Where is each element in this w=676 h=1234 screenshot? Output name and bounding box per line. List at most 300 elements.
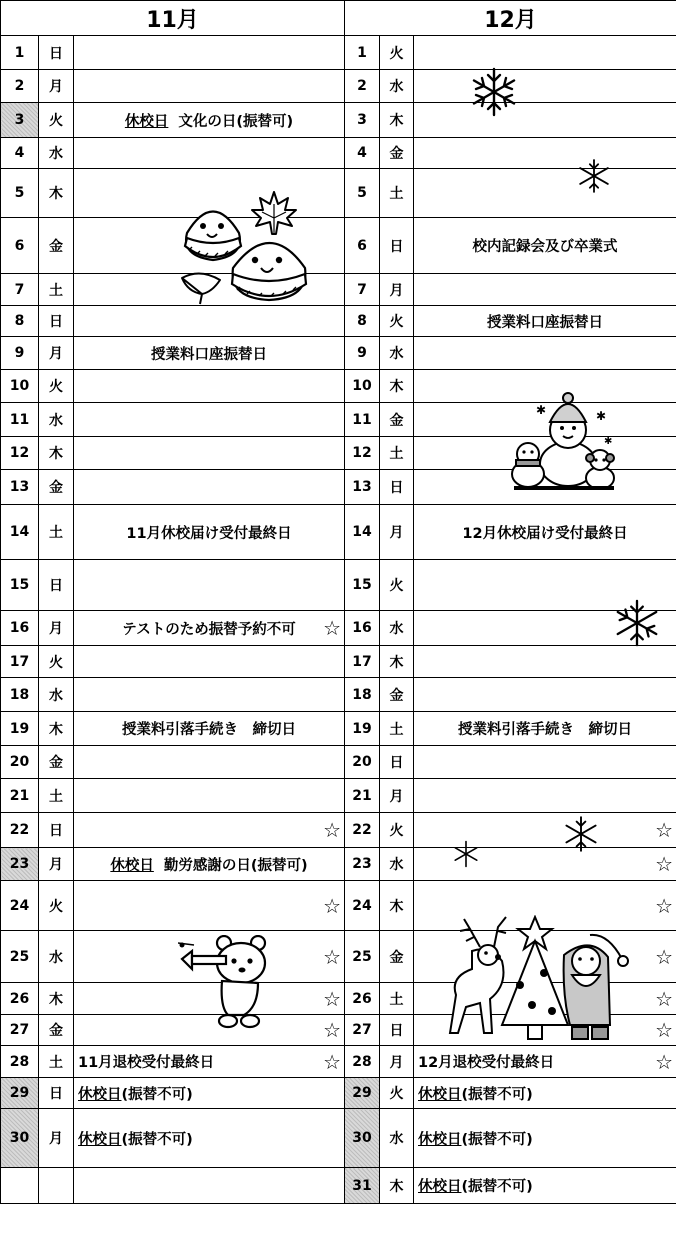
weekday-label: 水 [389,1131,404,1147]
calendar-row [1,1109,676,1168]
weekday-cell [380,813,414,848]
weekday-cell [39,403,74,437]
calendar-row [1,678,676,712]
weekday-label: 日 [389,480,404,496]
date-number: 28 [9,1053,30,1070]
weekday-cell [39,1078,74,1109]
event-text: 校内記録会及び卒業式 [472,239,618,255]
weekday-label: 月 [389,788,404,805]
weekday-cell [39,437,74,470]
weekday-cell [380,138,414,169]
weekday-label: 火 [389,578,404,594]
date-cell [345,779,380,813]
weekday-label: 水 [389,857,404,873]
weekday-label: 木 [389,1178,404,1195]
event-cell [414,370,676,403]
date-cell [1,983,39,1015]
date-number: 2 [14,78,25,94]
star-icon: ☆ [655,852,673,876]
date-number: 13 [9,479,30,495]
calendar-row [1,611,676,646]
weekday-label: 水 [389,621,404,637]
event-cell [74,437,345,470]
weekday-cell [39,169,74,218]
date-cell [1,403,39,437]
event-cell [74,746,345,779]
date-cell [345,1109,380,1168]
event-text: (振替不可) [121,1131,193,1148]
weekday-cell [39,138,74,169]
calendar-row [1,848,676,881]
event-cell [414,813,676,848]
event-cell [74,931,345,983]
weekday-cell [380,1078,414,1109]
event-cell [414,881,676,931]
event-text: 授業料引落手続き 締切日 [122,722,296,738]
star-icon: ☆ [323,1018,341,1042]
date-number: 5 [14,185,25,201]
event-cell [414,646,676,678]
weekday-label: 日 [49,45,63,62]
date-number: 20 [352,754,372,770]
date-number: 10 [9,378,30,394]
date-number: 22 [352,822,372,838]
svg-text:✱: ✱ [536,403,547,417]
event-cell [414,611,676,646]
weekday-cell [39,274,74,306]
weekday-label: 日 [49,578,63,594]
event-cell [414,678,676,712]
weekday-cell [39,36,74,70]
weekday-cell [39,646,74,678]
weekday-label: 日 [389,1023,404,1039]
date-cell [345,70,380,103]
star-icon: ☆ [655,893,673,918]
date-number: 30 [9,1130,30,1146]
weekday-label: 日 [389,755,404,771]
date-cell [345,1046,380,1078]
month-title-november: 11月 [1,1,345,36]
calendar-row [1,274,676,306]
date-cell [1,1109,39,1168]
event-cell [414,505,676,560]
weekday-cell [380,218,414,274]
weekday-cell [380,678,414,712]
date-number: 16 [352,620,372,636]
date-cell [345,881,380,931]
weekday-cell [380,1046,414,1078]
weekday-cell [39,1015,74,1046]
event-cell [414,218,676,274]
date-number: 30 [352,1130,372,1146]
weekday-label: 月 [49,857,63,873]
date-number: 24 [9,897,30,914]
date-cell [345,169,380,218]
event-text: (振替不可) [461,1131,533,1148]
month-header-row [1,1,676,36]
date-cell [1,70,39,103]
date-number: 15 [9,577,30,593]
date-number: 19 [352,720,372,737]
date-number: 3 [357,112,367,128]
star-icon: ☆ [323,893,341,918]
event-cell [414,1109,676,1168]
event-cell [74,169,345,218]
weekday-label: 水 [389,79,404,95]
calendar-row [1,646,676,678]
date-cell [1,103,39,138]
weekday-label: 火 [49,379,63,395]
weekday-label: 木 [389,898,404,915]
weekday-label: 木 [49,446,63,462]
star-icon: ☆ [655,1049,673,1074]
date-number: 28 [352,1053,372,1070]
date-number: 6 [14,237,25,254]
event-text: 授業料口座振替日 [151,346,267,363]
date-cell [1,36,39,70]
calendar-row [1,746,676,779]
weekday-label: 水 [49,146,63,162]
event-cell [414,437,676,470]
date-number: 12 [9,445,30,461]
weekday-cell [380,437,414,470]
event-text: (振替不可) [121,1086,193,1103]
event-cell [74,337,345,370]
weekday-cell [39,70,74,103]
date-cell [345,678,380,712]
event-cell [74,1078,345,1109]
event-cell [414,169,676,218]
calendar-row [1,218,676,274]
date-cell [1,437,39,470]
date-number: 15 [352,577,372,593]
event-cell [74,274,345,306]
weekday-label: 月 [49,1131,63,1147]
weekday-label: 土 [49,1054,63,1071]
date-cell [345,712,380,746]
date-number: 12 [352,445,372,461]
date-number: 23 [9,856,30,872]
event-cell [74,611,345,646]
weekday-label: 金 [389,687,404,704]
weekday-cell [380,779,414,813]
date-number: 9 [14,345,25,361]
calendar-row [1,103,676,138]
date-number: 8 [357,313,367,329]
calendar-row [1,560,676,611]
date-cell [1,370,39,403]
date-cell [1,1046,39,1078]
event-cell [414,470,676,505]
weekday-cell [39,370,74,403]
weekday-cell [380,103,414,138]
svg-text:✱: ✱ [604,436,613,447]
event-cell [74,70,345,103]
weekday-label: 金 [389,412,404,429]
holiday-label: 休校日 [78,1131,122,1148]
date-cell [345,103,380,138]
calendar-row [1,470,676,505]
date-cell [345,403,380,437]
date-cell [345,931,380,983]
event-cell [74,103,345,138]
date-cell [1,306,39,337]
weekday-label: 月 [49,346,63,362]
event-cell [74,848,345,881]
date-cell [345,218,380,274]
date-cell [1,646,39,678]
event-cell [414,138,676,169]
event-text: 12月休校届け受付最終日 [462,525,628,542]
calendar-row [1,437,676,470]
date-cell [1,881,39,931]
weekday-label: 金 [389,146,404,162]
event-cell [74,560,345,611]
star-icon: ☆ [655,1018,673,1042]
weekday-cell [39,1046,74,1078]
date-number: 14 [352,524,372,540]
date-number: 18 [352,686,372,703]
event-cell [74,218,345,274]
weekday-label: 日 [49,823,63,839]
weekday-label: 木 [389,379,404,395]
calendar-row [1,813,676,848]
event-text: 文化の日(振替可) [178,113,294,130]
event-cell [414,779,676,813]
star-icon: ☆ [655,818,673,842]
date-cell [345,274,380,306]
event-cell [414,746,676,779]
event-text: 授業料引落手続き 締切日 [458,722,632,738]
date-cell [345,138,380,169]
calendar-row [1,712,676,746]
weekday-cell [39,470,74,505]
event-cell [74,36,345,70]
date-number: 2 [357,78,367,94]
star-icon: ☆ [655,944,673,969]
date-number: 29 [9,1085,30,1101]
weekday-label: 日 [49,1086,63,1102]
weekday-label: 月 [389,525,404,541]
weekday-label: 木 [49,991,63,1008]
date-number: 29 [352,1085,372,1101]
date-cell [1,505,39,560]
event-cell [414,403,676,437]
calendar-row [1,138,676,169]
date-cell [345,813,380,848]
calendar-row [1,881,676,931]
star-icon: ☆ [655,986,673,1011]
event-cell [74,983,345,1015]
weekday-cell [380,274,414,306]
weekday-label: 土 [49,525,63,541]
date-number: 1 [357,44,367,61]
calendar-row [1,403,676,437]
calendar-row [1,1015,676,1046]
date-cell [1,678,39,712]
event-cell [414,1015,676,1046]
weekday-label: 土 [389,991,404,1008]
date-cell [1,611,39,646]
event-cell [74,813,345,848]
date-number: 14 [9,524,30,540]
weekday-cell [380,169,414,218]
date-cell [345,306,380,337]
date-number: 17 [9,653,30,670]
date-cell [1,813,39,848]
holiday-label: 休校日 [78,1086,122,1103]
calendar-row [1,370,676,403]
event-cell [414,1078,676,1109]
event-cell [74,138,345,169]
date-number: 26 [352,990,372,1007]
event-text: (振替不可) [461,1179,533,1195]
weekday-cell [39,505,74,560]
weekday-cell [39,611,74,646]
event-cell [414,712,676,746]
date-number: 4 [357,145,367,161]
event-cell [414,70,676,103]
date-number: 25 [9,948,30,965]
date-number: 4 [14,145,25,161]
date-number: 26 [9,990,30,1007]
weekday-label: 土 [389,186,404,202]
weekday-cell [39,678,74,712]
weekday-cell [380,70,414,103]
date-cell [345,1168,380,1204]
weekday-label: 月 [389,1054,404,1071]
weekday-cell [380,712,414,746]
event-cell [414,337,676,370]
date-cell [345,1015,380,1046]
event-cell [74,1046,345,1078]
date-cell [1,931,39,983]
date-cell [345,560,380,611]
event-text: 授業料口座振替日 [487,314,603,331]
event-cell [414,1046,676,1078]
calendar-row [1,931,676,983]
weekday-cell [380,1168,414,1204]
event-cell [74,712,345,746]
date-number: 21 [9,787,30,804]
weekday-cell [39,848,74,881]
holiday-label: 休校日 [124,113,169,130]
holiday-label: 休校日 [110,857,154,874]
star-icon: ☆ [323,1049,341,1074]
date-number: 6 [357,237,367,254]
weekday-cell [380,370,414,403]
weekday-label: 火 [49,898,63,915]
date-number: 17 [352,653,372,670]
date-cell [345,983,380,1015]
event-cell [414,103,676,138]
date-number: 27 [9,1022,30,1038]
weekday-cell [380,611,414,646]
weekday-cell [39,218,74,274]
date-number: 7 [357,281,367,298]
date-number: 25 [352,948,372,965]
date-number: 27 [352,1022,372,1038]
date-number: 24 [352,897,372,914]
calendar-row [1,1046,676,1078]
event-cell [414,36,676,70]
weekday-label: 火 [49,113,63,129]
date-cell [1,746,39,779]
date-number: 20 [9,754,30,770]
date-cell [345,1078,380,1109]
date-cell [345,505,380,560]
star-icon: ☆ [323,616,341,640]
weekday-label: 火 [389,1086,404,1102]
weekday-label: 火 [389,45,404,62]
weekday-cell [380,746,414,779]
weekday-label: 金 [49,238,63,255]
date-number: 23 [352,856,372,872]
event-text: 11月退校受付最終日 [78,1055,215,1071]
event-cell [74,306,345,337]
date-cell [1,1015,39,1046]
svg-text:✱: ✱ [596,409,607,423]
weekday-label: 水 [49,949,63,966]
date-cell [1,218,39,274]
weekday-cell [39,983,74,1015]
weekday-label: 金 [49,1023,63,1039]
date-cell [345,337,380,370]
event-cell [414,983,676,1015]
weekday-label: 水 [49,412,63,429]
date-number: 10 [352,378,372,394]
date-number: 5 [357,185,367,201]
star-icon: ☆ [323,944,341,969]
date-number: 13 [352,479,372,495]
date-number: 9 [357,345,367,361]
weekday-cell [380,1109,414,1168]
weekday-label: 火 [389,823,404,839]
date-cell [345,848,380,881]
date-number: 11 [9,411,30,428]
weekday-label: 火 [49,654,63,671]
event-text: テストのため振替予約不可 [122,621,296,638]
date-number: 1 [14,44,25,61]
calendar-row [1,505,676,560]
date-cell [345,470,380,505]
star-icon: ☆ [323,818,341,842]
weekday-label: 金 [49,480,63,496]
weekday-cell [380,403,414,437]
weekday-cell [380,646,414,678]
weekday-label: 水 [49,687,63,704]
weekday-cell [380,505,414,560]
event-cell [414,931,676,983]
month-title-december: 12月 [345,1,676,36]
weekday-label: 土 [49,788,63,805]
weekday-cell [39,881,74,931]
weekday-cell [39,103,74,138]
date-number: 21 [352,787,372,804]
date-cell [1,712,39,746]
weekday-label: 火 [389,314,404,330]
weekday-label: 木 [49,186,63,202]
event-text: 12月退校受付最終日 [418,1055,555,1071]
event-cell [74,646,345,678]
event-text: 勤労感謝の日(振替可) [163,857,308,874]
weekday-label: 水 [389,346,404,362]
weekday-label: 木 [389,113,404,129]
date-number: 7 [14,281,25,298]
weekday-label: 日 [389,238,404,255]
calendar-row [1,169,676,218]
event-text: 11月休校届け受付最終日 [126,525,292,542]
